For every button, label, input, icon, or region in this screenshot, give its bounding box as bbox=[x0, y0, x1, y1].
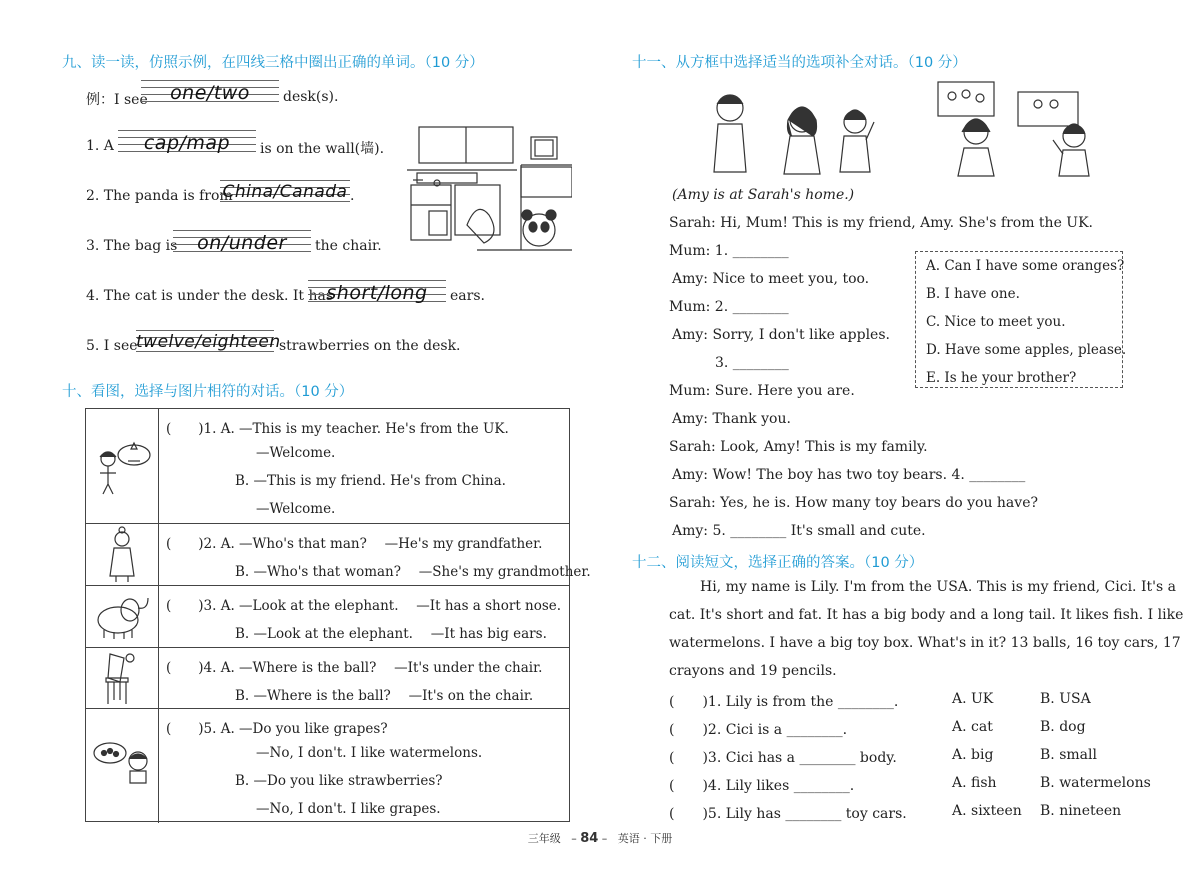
s9-item-1-suffix: is on the wall(墙). bbox=[260, 141, 385, 157]
s12-q1-option-a: A. UK bbox=[952, 691, 994, 707]
s10-row-2-line-2: B. —Who's that woman? —She's my grandmother. bbox=[235, 564, 591, 580]
s12-passage-4: crayons and 19 pencils. bbox=[669, 663, 837, 679]
section-9-title: 九、读一读，仿照示例，在四线三格中圈出正确的单词。（10 分） bbox=[62, 55, 484, 71]
s10-row-1-line-4: —Welcome. bbox=[256, 501, 336, 517]
s11-dialog-6: 3. ________ bbox=[715, 355, 789, 371]
s12-q3-option-a: A. big bbox=[952, 747, 994, 763]
s10-row-1-line-3: B. —This is my friend. He's from China. bbox=[235, 473, 506, 489]
s11-option-e: E. Is he your brother? bbox=[926, 370, 1077, 386]
s9-item-3-grid bbox=[173, 230, 311, 258]
s9-example-prefix: 例：I see bbox=[86, 92, 148, 108]
s12-question-1: ( )1. Lily is from the ________. bbox=[669, 694, 899, 710]
s9-item-5-word: twelve/eighteen bbox=[136, 332, 281, 352]
s12-passage-3: watermelons. I have a big toy box. What's in it? 13 balls, 16 toy cars, 17 bbox=[669, 635, 1181, 651]
section-12-title: 十二、阅读短文，选择正确的答案。（10 分） bbox=[632, 555, 924, 571]
s10-row-3 bbox=[86, 585, 569, 647]
s9-item-5-prefix: 5. I see bbox=[86, 338, 138, 354]
s10-row-5-line-2: —No, I don't. I like watermelons. bbox=[256, 745, 483, 761]
s10-row-5 bbox=[86, 708, 569, 823]
s9-example-grid bbox=[141, 80, 279, 108]
s12-q3-option-b: B. small bbox=[1040, 747, 1097, 763]
s11-option-b: B. I have one. bbox=[926, 286, 1020, 302]
elephant-drawing-icon bbox=[86, 586, 159, 648]
s10-row-4 bbox=[86, 647, 569, 708]
s10-row-2-line-1: ( )2. A. —Who's that man? —He's my grandfather. bbox=[166, 536, 543, 552]
s10-row-2 bbox=[86, 523, 591, 585]
s11-dialog-3: Amy: Nice to meet you, too. bbox=[672, 271, 870, 287]
s12-q5-option-a: A. sixteen bbox=[952, 803, 1022, 819]
s12-question-5: ( )5. Lily has ________ toy cars. bbox=[669, 806, 907, 822]
grandma-drawing-icon bbox=[86, 524, 159, 586]
s10-row-5-line-3: B. —Do you like strawberries? bbox=[235, 773, 443, 789]
s11-dialog-7: Mum: Sure. Here you are. bbox=[669, 383, 855, 399]
s11-dialog-9: Sarah: Look, Amy! This is my family. bbox=[669, 439, 928, 455]
s12-q2-option-a: A. cat bbox=[952, 719, 993, 735]
s12-q4-option-b: B. watermelons bbox=[1040, 775, 1151, 791]
room-illustration bbox=[407, 125, 572, 255]
s9-item-4-grid bbox=[308, 280, 446, 308]
s9-item-1-word: cap/map bbox=[143, 132, 231, 154]
s12-passage-2: cat. It's short and fat. It has a big body and a long tail. It likes fish. I like bbox=[669, 607, 1184, 623]
s11-dialog-8: Amy: Thank you. bbox=[672, 411, 791, 427]
s12-passage-1: Hi, my name is Lily. I'm from the USA. This is my friend, Cici. It's a bbox=[700, 579, 1176, 595]
s9-example-word: one/two bbox=[170, 82, 250, 104]
footer-subject: 英语 · 下册 bbox=[617, 832, 673, 845]
s10-row-3-line-1: ( )3. A. —Look at the elephant. —It has a short nose. bbox=[166, 598, 562, 614]
page-footer: 三年级 – 84 – 英语 · 下册 bbox=[527, 831, 673, 846]
family-visit-illustration bbox=[690, 76, 1150, 186]
boy-grapes-drawing-icon bbox=[86, 709, 159, 824]
s11-option-d: D. Have some apples, please. bbox=[926, 342, 1127, 358]
s10-row-3-line-2: B. —Look at the elephant. —It has big ears. bbox=[235, 626, 547, 642]
s10-row-5-line-1: ( )5. A. —Do you like grapes? bbox=[166, 721, 388, 737]
s9-item-4-prefix: 4. The cat is under the desk. It has bbox=[86, 288, 334, 304]
s12-q1-option-b: B. USA bbox=[1040, 691, 1091, 707]
s11-dialog-1: Sarah: Hi, Mum! This is my friend, Amy. She's from the UK. bbox=[669, 215, 1094, 231]
s9-item-5-grid bbox=[136, 330, 281, 358]
s10-row-1-line-2: —Welcome. bbox=[256, 445, 336, 461]
s11-caption: (Amy is at Sarah's home.) bbox=[672, 187, 855, 203]
s9-item-1-prefix: 1. A bbox=[86, 138, 114, 154]
s9-item-5-suffix: strawberries on the desk. bbox=[279, 338, 461, 354]
s11-dialog-4: Mum: 2. ________ bbox=[669, 299, 789, 315]
s11-dialog-11: Sarah: Yes, he is. How many toy bears do you have? bbox=[669, 495, 1038, 511]
s11-dialog-2: Mum: 1. ________ bbox=[669, 243, 789, 259]
s10-row-5-picture bbox=[86, 709, 159, 823]
s9-item-3-prefix: 3. The bag is bbox=[86, 238, 178, 254]
s10-row-4-picture bbox=[86, 648, 159, 708]
s9-item-2-prefix: 2. The panda is from bbox=[86, 188, 233, 204]
s9-item-2-grid bbox=[220, 180, 350, 208]
s9-item-2-word: China/Canada bbox=[222, 182, 348, 202]
s10-row-1-picture bbox=[86, 409, 159, 523]
s10-row-4-line-2: B. —Where is the ball? —It's on the chair. bbox=[235, 688, 534, 704]
s11-options-box bbox=[915, 251, 1127, 388]
s9-item-2-suffix: . bbox=[350, 188, 355, 204]
s12-question-4: ( )4. Lily likes ________. bbox=[669, 778, 855, 794]
s9-item-4-suffix: ears. bbox=[450, 288, 485, 304]
s10-row-3-picture bbox=[86, 586, 159, 647]
s11-dialog-10: Amy: Wow! The boy has two toy bears. 4. ________ bbox=[672, 467, 1026, 483]
s9-item-1-grid bbox=[118, 130, 256, 158]
s10-table bbox=[85, 408, 591, 822]
s12-q4-option-a: A. fish bbox=[952, 775, 997, 791]
s12-q5-option-b: B. nineteen bbox=[1040, 803, 1122, 819]
s10-row-2-picture bbox=[86, 524, 159, 585]
chair-ball-drawing-icon bbox=[86, 648, 159, 709]
section-11-title: 十一、从方框中选择适当的选项补全对话。（10 分） bbox=[632, 55, 967, 71]
section-10-title: 十、看图，选择与图片相符的对话。（10 分） bbox=[62, 384, 354, 400]
s11-dialog-5: Amy: Sorry, I don't like apples. bbox=[672, 327, 890, 343]
s12-question-3: ( )3. Cici has a ________ body. bbox=[669, 750, 897, 766]
s10-row-1 bbox=[86, 409, 569, 523]
page-number: 84 bbox=[580, 831, 599, 846]
footer-grade: 三年级 bbox=[527, 832, 561, 845]
s10-row-4-line-1: ( )4. A. —Where is the ball? —It's under the chair. bbox=[166, 660, 543, 676]
s11-option-c: C. Nice to meet you. bbox=[926, 314, 1066, 330]
s10-row-1-line-1: ( )1. A. —This is my teacher. He's from the UK. bbox=[166, 421, 509, 437]
s9-item-3-word: on/under bbox=[197, 232, 287, 254]
s9-item-4-word: short/long bbox=[326, 282, 428, 304]
teacher-drawing-icon bbox=[86, 409, 159, 523]
s10-row-5-line-4: —No, I don't. I like grapes. bbox=[256, 801, 441, 817]
s12-question-2: ( )2. Cici is a ________. bbox=[669, 722, 848, 738]
s9-item-3-suffix: the chair. bbox=[315, 238, 382, 254]
s11-dialog-12: Amy: 5. ________ It's small and cute. bbox=[672, 523, 926, 539]
s9-example-suffix: desk(s). bbox=[283, 89, 339, 105]
s12-q2-option-b: B. dog bbox=[1040, 719, 1086, 735]
s11-option-a: A. Can I have some oranges? bbox=[926, 258, 1125, 274]
